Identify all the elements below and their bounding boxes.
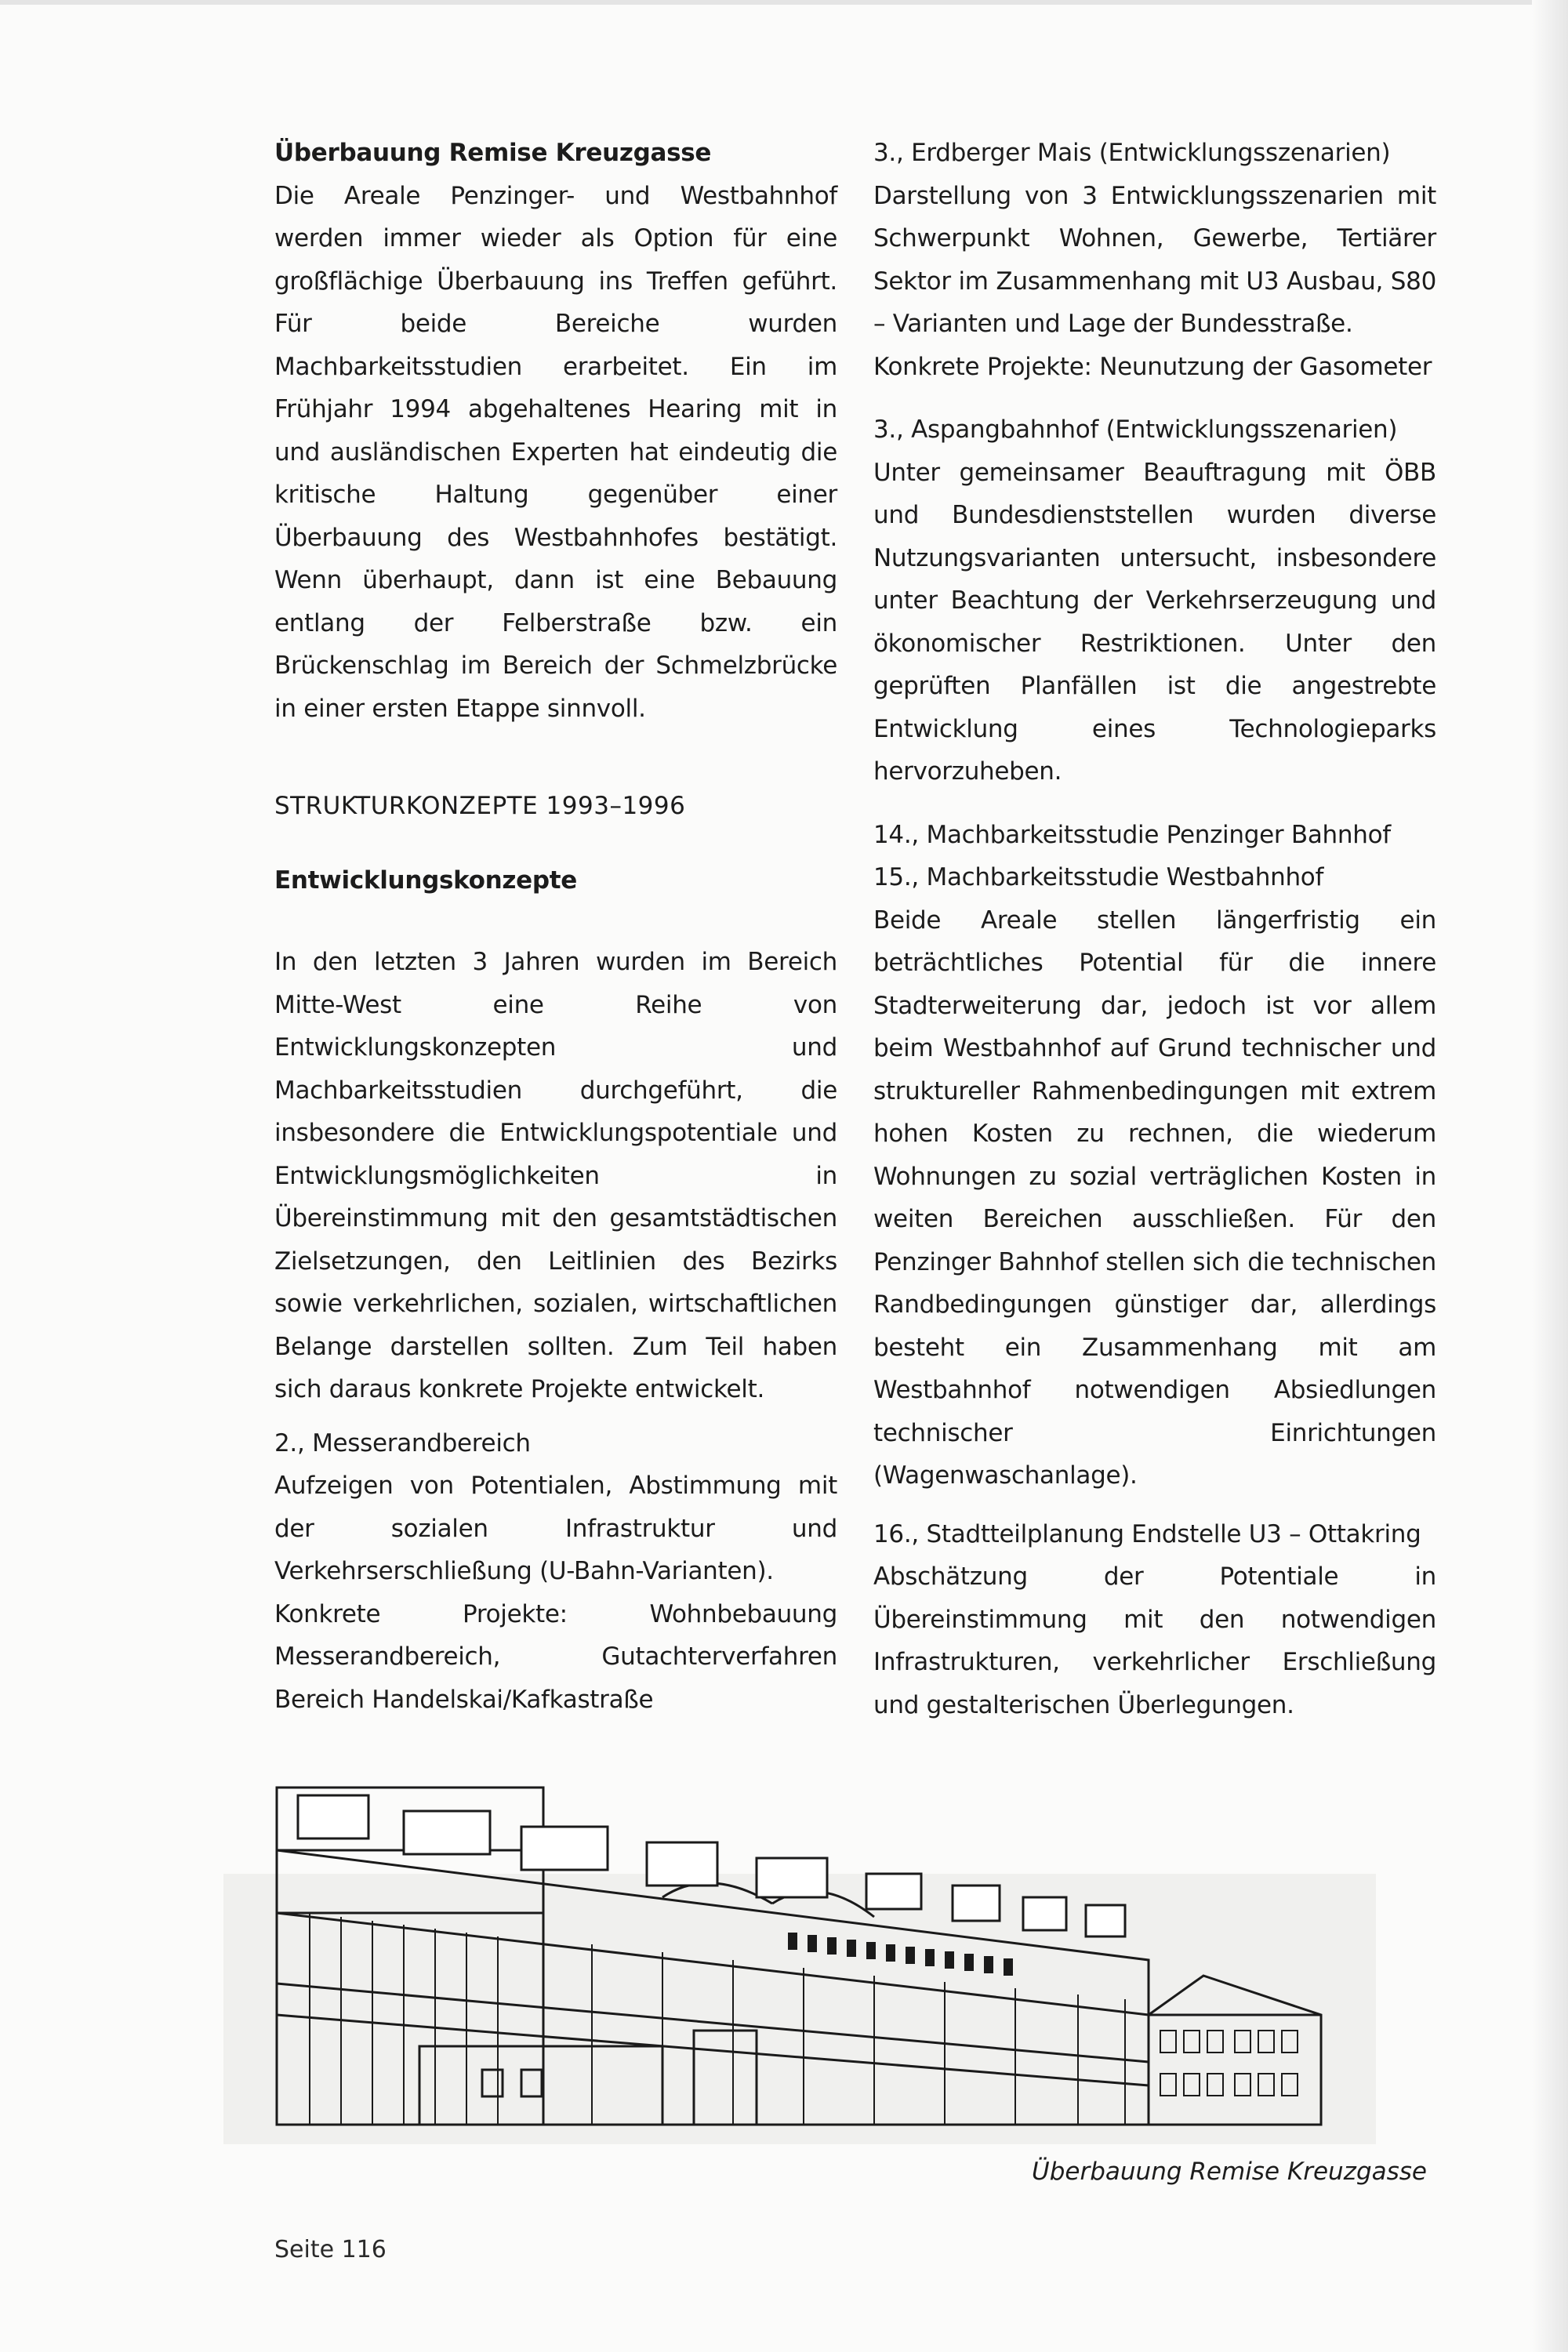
item-body-aspangbahnhof: Unter gemeinsamer Beauftragung mit ÖBB und Bundesdienststellen wurden diverse Nutzungsvarianten untersucht, insbesondere unter Beachtung der Verkehrserzeugung und ökonomischer Restriktionen. Unter den geprüften Planfällen ist die angestrebte Entwicklung eines Technologieparks hervorzuheben. [873, 458, 1436, 786]
architectural-drawing-figure [223, 1780, 1376, 2148]
right-column [873, 132, 1436, 1726]
item-body-westbahnhof: Beide Areale stellen längerfristig ein beträchtliches Potential für die innere Stadterweiterung dar, jedoch ist vor allem beim Westbahnhof auf Grund technischer und struktureller Rahmenbedingungen mit extrem hohen Kosten zu rechnen, die wiederum Wohnungen zu sozial verträglichen Kosten in weiten Bereichen ausschließen. Für den Penzinger Bahnhof stellen sich die technischen Randbedingungen günstiger dar, allerdings besteht ein Zusammenhang mit am Westbahnhof notwendigen Absiedlungen technischer Einrichtungen (Wagenwaschanlage). [873, 906, 1436, 1490]
item-projects-erdberger-mais: Konkrete Projekte: Neunutzung der Gasometer [873, 352, 1432, 381]
left-column [274, 132, 837, 1721]
section-body-ueberbauung: Die Areale Penzinger- und Westbahnhof werden immer wieder als Option für eine großflächige Überbauung ins Treffen geführt. Für beide Bereiche wurden Machbarkeitsstudien erarbeitet. Ein im Frühjahr 1994 abgehaltenes Hearing mit in und ausländischen Experten hat eindeutig die kritische Haltung gegenüber einer Überbauung des Westbahnhofes bestätigt. Wenn überhaupt, dann ist eine Bebauung entlang der Felberstraße bzw. ein Brückenschlag im Bereich der Schmelzbrücke in einer ersten Etappe sinnvoll. [274, 181, 837, 723]
page-spine-shadow [1532, 0, 1568, 2352]
item-body-messerandbereich: Aufzeigen von Potentialen, Abstimmung mit der sozialen Infrastruktur und Verkehrserschließung (U-Bahn-Varianten). [274, 1472, 837, 1585]
item-title-endstelle-u3: 16., Stadtteilplanung Endstelle U3 – Ottakring [873, 1519, 1421, 1548]
section-body-entwicklungskonzepte: In den letzten 3 Jahren wurden im Bereich Mitte-West eine Reihe von Entwicklungskonzepten und Machbarkeitsstudien durchgeführt, die insbesondere die Entwicklungspotentiale und Entwicklungsmöglichkeiten in Übereinstimmung mit den gesamtstädtischen Zielsetzungen, den Leitlinien des Bezirks sowie verkehrlichen, sozialen, wirtschaftlichen Belange darstellen sollten. Zum Teil haben sich daraus konkrete Projekte entwickelt. [274, 948, 837, 1403]
item-body-endstelle-u3: Abschätzung der Potentiale in Übereinstimmung mit den notwendigen Infrastrukturen, verkehrlicher Erschließung und gestalterischen Überlegungen. [873, 1563, 1436, 1719]
spacer [274, 902, 837, 941]
section-title-strukturkonzepte: STRUKTURKONZEPTE 1993–1996 [274, 792, 686, 820]
building-line-drawing [223, 1780, 1376, 2148]
page-top-edge [0, 0, 1568, 5]
section-subtitle-entwicklungskonzepte: Entwicklungskonzepte [274, 866, 577, 895]
page-number: Seite 116 [274, 2236, 387, 2263]
figure-caption: Überbauung Remise Kreuzgasse [1032, 2158, 1427, 2186]
item-title-westbahnhof: 15., Machbarkeitsstudie Westbahnhof [873, 863, 1324, 891]
section-title-ueberbauung: Überbauung Remise Kreuzgasse [274, 139, 712, 167]
spacer [873, 1497, 1436, 1513]
spacer [274, 730, 837, 785]
spacer [274, 1411, 837, 1422]
spacer [873, 388, 1436, 408]
item-title-aspangbahnhof: 3., Aspangbahnhof (Entwicklungsszenarien) [873, 416, 1398, 444]
spacer [873, 793, 1436, 814]
item-title-erdberger-mais: 3., Erdberger Mais (Entwicklungsszenarien) [873, 139, 1391, 167]
item-body-erdberger-mais: Darstellung von 3 Entwicklungsszenarien mit Schwerpunkt Wohnen, Gewerbe, Tertiärer Sektor im Zusammenhang mit U3 Ausbau, S80 – Varianten und Lage der Bundesstraße. [873, 181, 1436, 338]
item-title-messerandbereich: 2., Messerandbereich [274, 1428, 531, 1457]
spacer [274, 828, 837, 859]
item-projects-messerandbereich: Konkrete Projekte: Wohnbebauung Messerandbereich, Gutachterverfahren Bereich Handelskai/Kafkastraße [274, 1599, 837, 1714]
item-title-penzinger-bahnhof: 14., Machbarkeitsstudie Penzinger Bahnhof [873, 820, 1391, 849]
